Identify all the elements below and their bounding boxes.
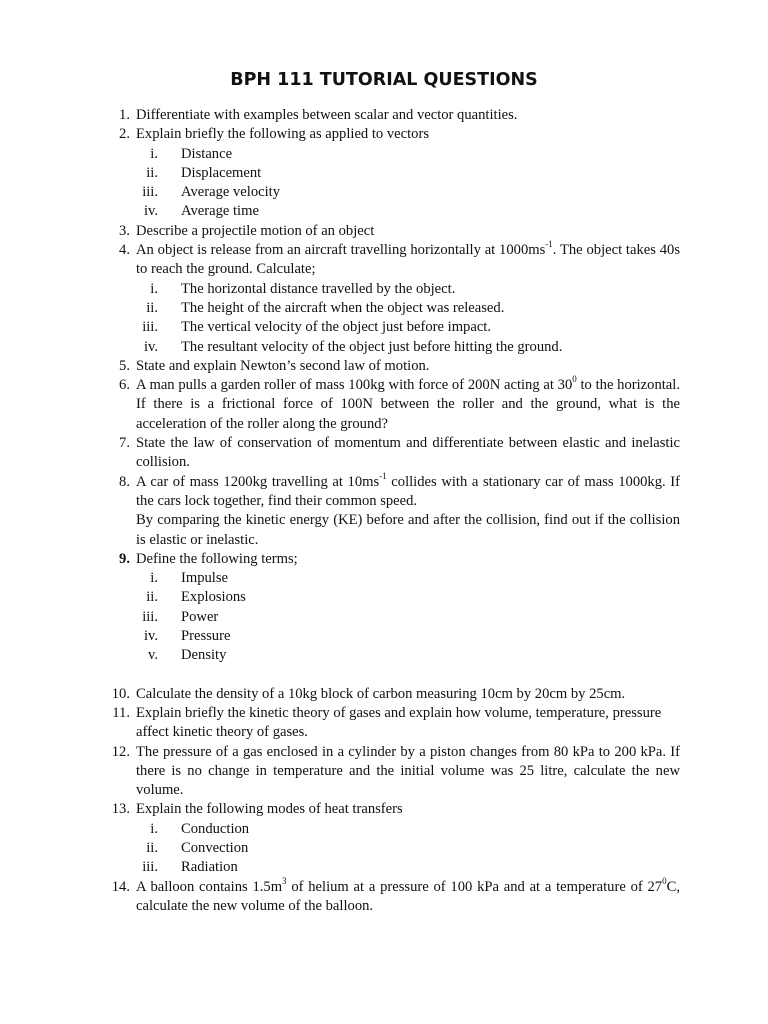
question-text-cont: collides with a stationary car of mass 1000kg. If the cars lock together, find their common speed. — [136, 473, 681, 509]
question-text: State and explain Newton’s second law of motion. — [136, 357, 430, 374]
sub-item-text: Explosions — [181, 589, 246, 606]
question-text: Explain the following modes of heat transfers — [136, 801, 403, 818]
sub-item — [100, 858, 680, 877]
question-2 — [100, 125, 680, 144]
question-number: 11. — [112, 704, 130, 721]
question-1 — [100, 106, 680, 125]
sub-item-numeral: ii. — [146, 589, 158, 606]
blank-line — [100, 666, 680, 685]
superscript: 0 — [662, 875, 667, 886]
question-text-cont: . The object takes 40s to reach the ground. Calculate; — [136, 242, 681, 278]
question-paragraph: By comparing the kinetic energy (KE) before and after the collision, find out if the collision is elastic or inelastic. — [136, 512, 680, 548]
question-text: Describe a projectile motion of an object — [136, 222, 375, 239]
question-text: The pressure of a gas enclosed in a cylinder by a piston changes from 80 kPa to 200 kPa. If there is no change in temperature and the initial volume was 25 litre, calculate the new volume. — [136, 743, 680, 799]
sub-item-numeral: iii. — [142, 859, 158, 876]
question-number: 8. — [119, 473, 130, 490]
sub-item-numeral: i. — [150, 145, 158, 162]
question-text: A man pulls a garden roller of mass 100kg with force of 200N acting at 30 — [136, 377, 573, 394]
sub-item — [100, 588, 680, 607]
sub-item — [100, 280, 680, 299]
sub-item-numeral: ii. — [146, 164, 158, 181]
sub-item-text: Average time — [181, 203, 259, 220]
question-14 — [100, 875, 680, 917]
sub-item — [100, 646, 680, 665]
sub-item-text: Power — [181, 608, 219, 625]
sub-item-text: Average velocity — [181, 184, 280, 201]
sub-item-text: Density — [181, 647, 227, 664]
question-number: 3. — [119, 222, 130, 239]
question-number: 5. — [119, 357, 130, 374]
sub-item-text: Distance — [181, 145, 233, 162]
sub-item-text: Impulse — [181, 570, 229, 587]
sub-item-text: The height of the aircraft when the object was released. — [181, 299, 505, 316]
superscript: -1 — [545, 239, 553, 250]
sub-item — [100, 318, 680, 337]
sub-item — [100, 820, 680, 839]
sub-item-text: The horizontal distance travelled by the object. — [181, 280, 456, 297]
sub-item-text: Displacement — [181, 164, 262, 181]
sub-item-numeral: v. — [148, 647, 158, 664]
sub-item-numeral: iii. — [142, 184, 158, 201]
page-title: BPH 111 TUTORIAL QUESTIONS — [230, 70, 538, 90]
question-number: 7. — [119, 435, 130, 452]
sub-item-numeral: i. — [150, 570, 158, 587]
sub-item-text: The resultant velocity of the object just before hitting the ground. — [181, 338, 563, 355]
question-9 — [100, 550, 680, 569]
sub-item — [100, 569, 680, 588]
question-text: Define the following terms; — [136, 550, 298, 567]
sub-item-numeral: i. — [150, 280, 158, 297]
sub-item — [100, 164, 680, 183]
question-number: 1. — [119, 107, 130, 123]
sub-item — [100, 338, 680, 357]
question-number: 10. — [111, 685, 130, 702]
question-6 — [100, 376, 680, 434]
sub-item-numeral: iv. — [143, 338, 158, 355]
sub-item — [100, 299, 680, 318]
question-text: Differentiate with examples between scalar and vector quantities. — [136, 107, 518, 123]
sub-item-text: Radiation — [181, 859, 238, 876]
question-number: 14. — [111, 878, 130, 895]
sub-item-numeral: ii. — [146, 299, 158, 316]
question-3 — [100, 222, 680, 241]
question-list — [100, 106, 680, 916]
sub-item-numeral: i. — [150, 820, 158, 837]
question-number: 6. — [119, 377, 130, 394]
superscript: -1 — [379, 470, 387, 481]
sub-item — [100, 839, 680, 858]
question-5 — [100, 357, 680, 376]
question-text: A balloon contains 1.5m — [136, 878, 283, 895]
sub-item-numeral: ii. — [146, 839, 158, 856]
question-12 — [100, 743, 680, 801]
sub-item-numeral: iii. — [142, 608, 158, 625]
sub-item — [100, 608, 680, 627]
question-text-cont: of helium at a pressure of 100 kPa and at a temperature of 27 — [286, 878, 663, 895]
sub-item — [100, 627, 680, 646]
question-8 — [100, 470, 681, 550]
question-text: An object is release from an aircraft travelling horizontally at 1000ms — [136, 242, 546, 259]
question-text: State the law of conservation of momentum and differentiate between elastic and inelastic collision. — [136, 435, 680, 471]
question-10 — [100, 685, 680, 704]
question-7 — [100, 434, 680, 473]
superscript: 3 — [282, 875, 287, 886]
sub-item-numeral: iv. — [143, 203, 158, 220]
question-text: Explain briefly the kinetic theory of gases and explain how volume, temperature, pressure affect kinetic theory of gases. — [136, 704, 662, 741]
sub-item-numeral: iv. — [143, 628, 158, 645]
sub-item — [100, 202, 680, 221]
question-number: 13. — [111, 801, 130, 818]
question-text-cont: to the horizontal. If there is a frictional force of 100N between the roller and the ground, what is the acceleration of the roller along the ground? — [136, 377, 680, 432]
question-number: 4. — [119, 242, 130, 259]
sub-item — [100, 183, 680, 202]
sub-item-text: The vertical velocity of the object just before impact. — [181, 319, 491, 336]
sub-item-text: Convection — [181, 839, 249, 856]
superscript: 0 — [572, 374, 577, 385]
question-text: Calculate the density of a 10kg block of carbon measuring 10cm by 20cm by 25cm. — [136, 685, 626, 702]
sub-item-text: Pressure — [181, 628, 231, 645]
question-text: Explain briefly the following as applied to vectors — [136, 126, 430, 143]
sub-item-text: Conduction — [181, 820, 250, 837]
question-text-cont: C, calculate the new volume of the balloon. — [136, 878, 680, 914]
question-text: A car of mass 1200kg travelling at 10ms — [136, 473, 380, 490]
question-number: 12. — [111, 743, 130, 760]
question-number: 9. — [119, 550, 130, 567]
question-11 — [100, 704, 680, 743]
sub-item-numeral: iii. — [142, 319, 158, 336]
question-4 — [100, 241, 680, 280]
question-13 — [100, 800, 680, 819]
question-number: 2. — [119, 126, 130, 143]
sub-item — [100, 145, 680, 164]
